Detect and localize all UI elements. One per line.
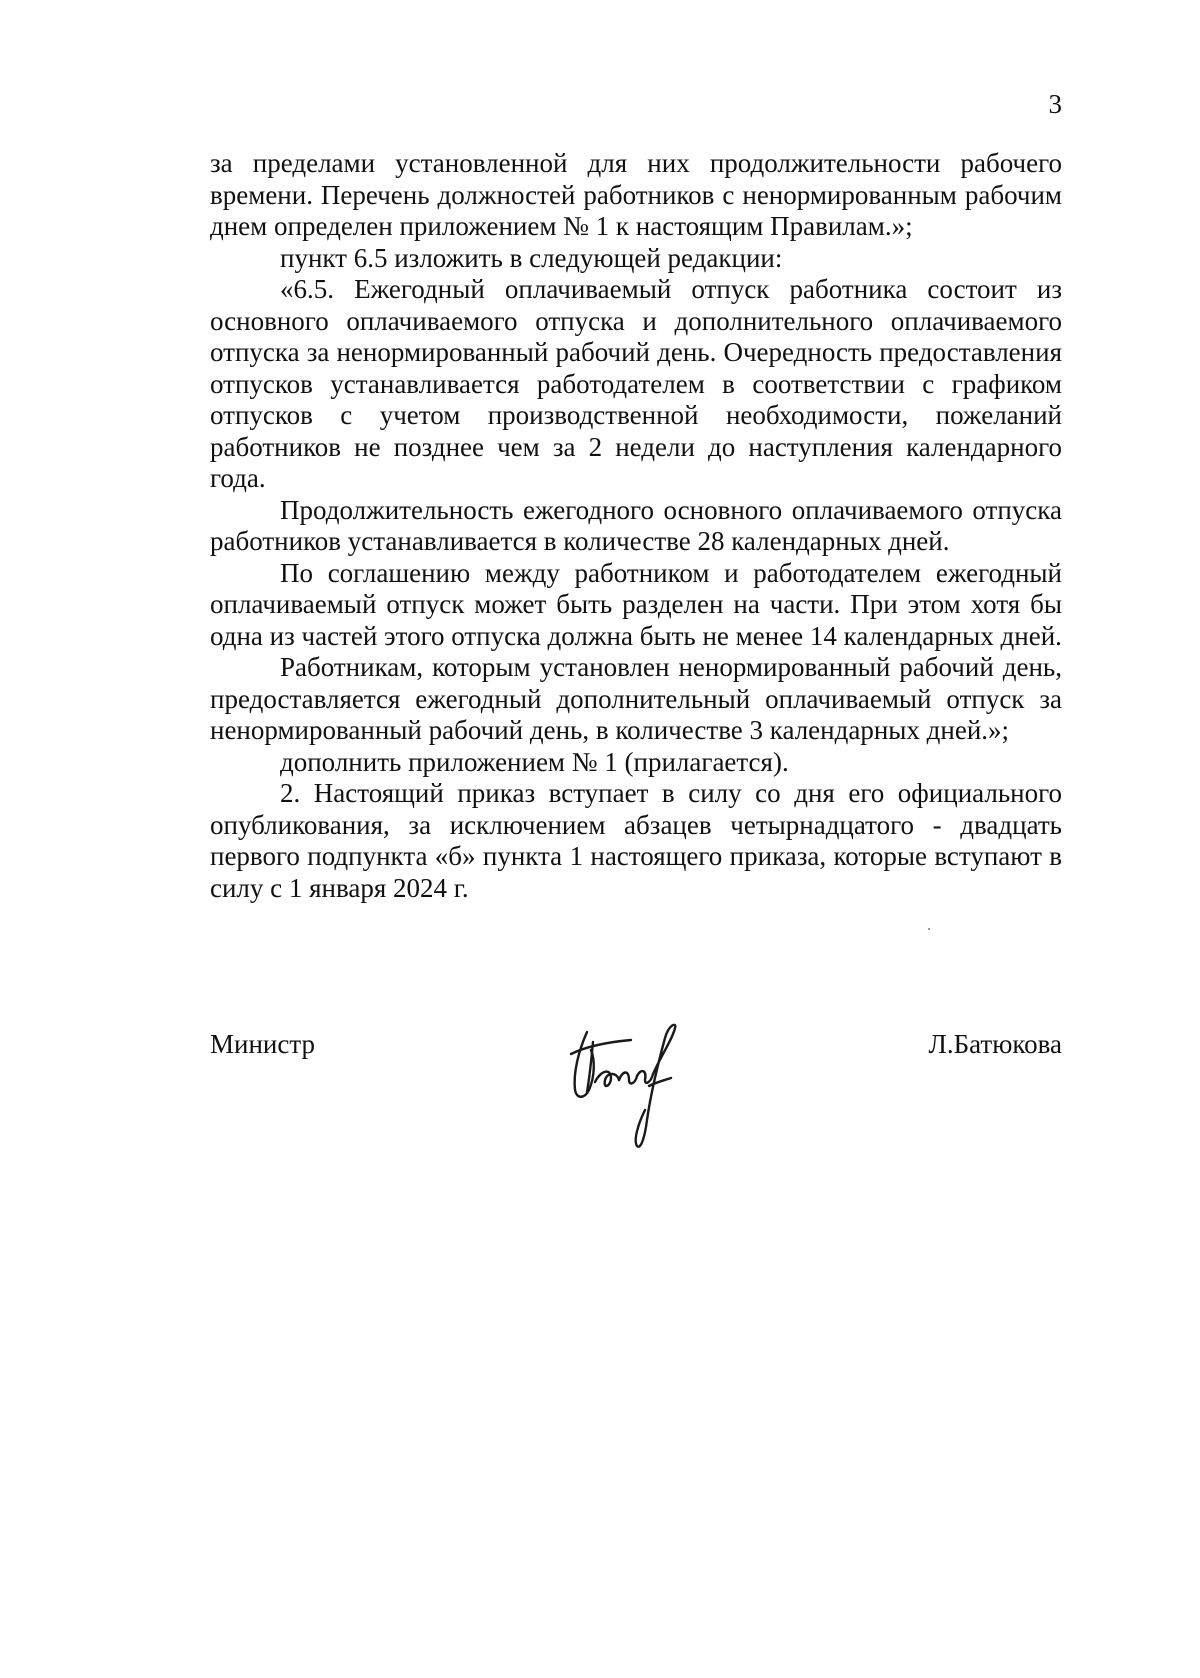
- paragraph-amendment-intro: пункт 6.5 изложить в следующей редакции:: [280, 242, 783, 273]
- paragraph-appendix: дополнить приложением № 1 (прилагается).: [280, 746, 789, 777]
- paragraph-effective-date: 2. Настоящий приказ вступает в силу со дня его официального опубликования, за исключением абзацев четырнадцатого - двадцать первого подпункта «б» пункта 1 настоящего приказа, которые вступают в силу с 1 января 2024 г.: [210, 778, 1062, 903]
- signature-block: [210, 1020, 1062, 1160]
- paragraph-leave-split: По соглашению между работником и работодателем ежегодный оплачиваемый отпуск может быть разделен на части. При этом хотя бы одна из частей этого отпуска должна быть не менее 14 календарных дней.: [210, 557, 1062, 651]
- document-body: [210, 148, 1062, 904]
- paragraph-continuation: за пределами установленной для них продолжительности рабочего времени. Перечень должностей работников с ненормированным рабочим днем определен приложением № 1 к настоящим Правилам.»;: [210, 148, 1062, 241]
- scan-speck: [928, 928, 930, 930]
- handwritten-signature: [565, 1020, 690, 1155]
- page-number: 3: [1048, 89, 1062, 119]
- signer-name: Л.Батюкова: [928, 1029, 1062, 1059]
- paragraph-additional-leave: Работникам, которым установлен ненормированный рабочий день, предоставляется ежегодный дополнительный оплачиваемый отпуск за ненормированный рабочий день, в количестве 3 календарных дней.»;: [210, 652, 1062, 745]
- signer-title: Министр: [210, 1029, 315, 1059]
- paragraph-clause-6-5: «6.5. Ежегодный оплачиваемый отпуск работника состоит из основного оплачиваемого отпуска и дополнительного оплачиваемого отпуска за ненормированный рабочий день. Очередность предоставления отпусков устанавливается работодателем в соответствии с графиком отпусков с учетом производственной необходимости, пожеланий работников не позднее чем за 2 недели до наступления календарного года.: [210, 274, 1062, 493]
- paragraph-main-leave-duration: Продолжительность ежегодного основного оплачиваемого отпуска работников устанавливается в количестве 28 календарных дней.: [210, 494, 1062, 556]
